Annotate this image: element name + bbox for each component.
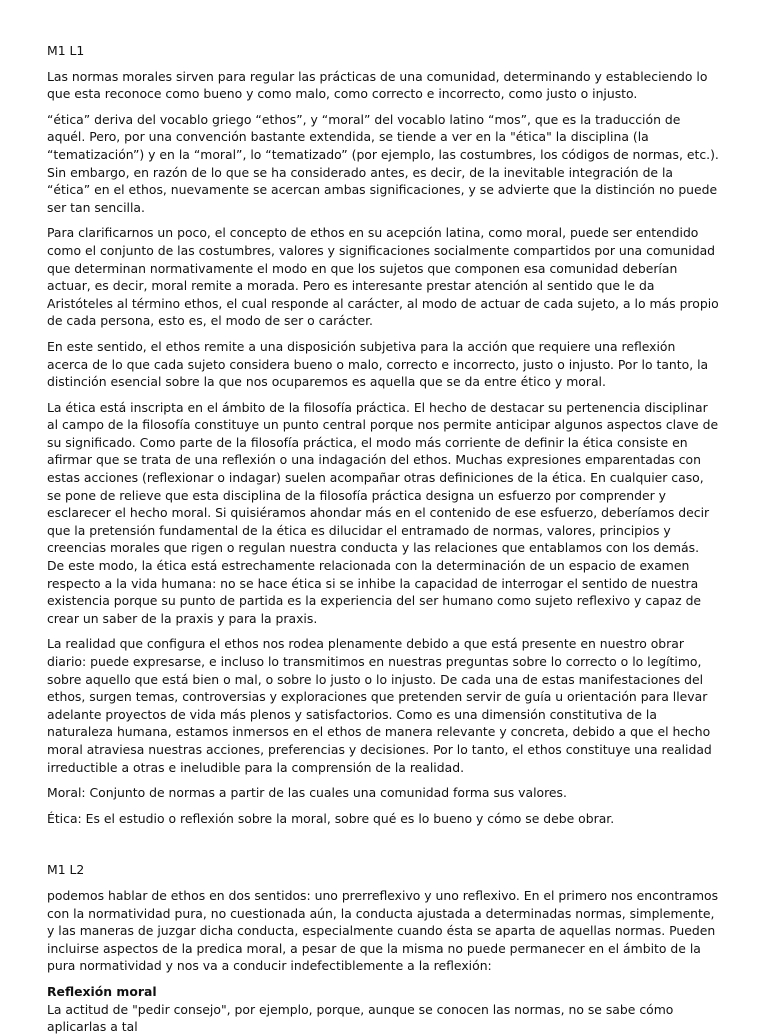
paragraph-5: La ética está inscripta en el ámbito de la filosofía práctica. El hecho de destacar su pertenencia disciplinar al campo de la filosofía constituye un punto central porque nos permite anticipar algunos aspectos clave de su significado. Como parte de la filosofía práctica, el modo más corriente de definir la ética consiste en afirmar que se trata de una reflexión o una indagación del ethos. Muchas expresiones emparentadas con estas acciones (reflexionar o indagar) suelen acompañar otras definiciones de la ética. En cualquier caso, se pone de relieve que esta disciplina de la filosofía práctica designa un esfuerzo por comprender y esclarecer el hecho moral. Si quisiéramos ahondar más en el contenido de ese esfuerzo, deberíamos decir que la pretensión fundamental de la ética es dilucidar el entramado de normas, valores, principios y creencias morales que rigen o regulan nuestra conducta y las relaciones que entablamos con los demás. De este modo, la ética está estrechamente relacionada con la determinación de un espacio de examen respecto a la vida humana: no se hace ética si se inhibe la capacidad de interrogar el sentido de nuestra existencia porque su punto de partida es la experiencia del ser humano como sujeto reflexivo y capaz de crear un saber de la praxis y para la praxis. — [47, 399, 719, 626]
reflexion-moral-block — [47, 983, 720, 1036]
section-heading-m1-l2: M1 L2 — [47, 862, 85, 878]
paragraph-3: Para clarificarnos un poco, el concepto de ethos en su acepción latina, como moral, puede ser entendido como el conjunto de las costumbres, valores y significaciones socialmente compartidos por una comunidad que determinan normativamente el modo en que los sujetos que componen esa comunidad deberían actuar, es decir, moral remite a morada. Pero es interesante prestar atención al sentido que le da Aristóteles al término ethos, el cual responde al carácter, al modo de actuar de cada sujeto, a lo más propio de cada persona, esto es, el modo de ser o carácter. — [47, 225, 719, 329]
section-heading-m1-l1: M1 L1 — [47, 43, 85, 58]
paragraph-2: “ética” deriva del vocablo griego “ethos”, y “moral” del vocablo latino “mos”, que es la traducción de aquél. Pero, por una convención bastante extendida, se tiende a ver en la "ética" la disciplina (la “tematización”) y en la “moral”, lo “tematizado” (por ejemplo, las costumbres, los códigos de normas, etc.). Sin embargo, en razón de lo que se ha considerado antes, es decir, de la inevitable integración de la “ética” en el ethos, nuevamente se acercan ambas significaciones, y se advierte que la distinción no puede ser tan sencilla. — [47, 111, 719, 215]
definition-etica: Ética: Es el estudio o reflexión sobre la moral, sobre qué es lo bueno y cómo se debe obrar. — [47, 810, 615, 826]
subheading-reflexion-moral: Reflexión moral — [47, 983, 157, 999]
paragraph-l2-2: La actitud de "pedir consejo", por ejemplo, porque, aunque se conocen las normas, no se sabe cómo aplicarlas a tal — [47, 1001, 674, 1035]
paragraph-6: La realidad que configura el ethos nos rodea plenamente debido a que está presente en nuestro obrar diario: puede expresarse, e incluso lo transmitimos en nuestras preguntas sobre lo correcto o lo legítimo, sobre aquello que está bien o mal, o sobre lo justo o lo injusto. De cada una de estas manifestaciones del ethos, surgen temas, controversias y exploraciones que pretenden servir de guía u orientación para llevar adelante proyectos de vida más plenos y satisfactorios. Como es una dimensión constitutiva de la naturaleza humana, estamos inmersos en el ethos de manera relevante y concreta, debido a que el hecho moral atraviesa nuestras acciones, preferencias y decisiones. Por lo tanto, el ethos constituye una realidad irreductible a otras e ineludible para la comprensión de la realidad. — [47, 636, 712, 775]
paragraph-l2-1: podemos hablar de ethos en dos sentidos: uno prerreflexivo y uno reflexivo. En el primero nos encontramos con la normatividad pura, no cuestionada aún, la conducta ajustada a determinadas normas, simplemente, y las maneras de juzgar dicha conducta, especialmente cuando ésta se aparta de aquellas normas. Pueden incluirse aspectos de la predica moral, a pesar de que la misma no puede permanecer en el ámbito de la pura normatividad y nos va a conducir indefectiblemente a la reflexión: — [47, 887, 719, 974]
paragraph-1: Las normas morales sirven para regular las prácticas de una comunidad, determinando y estableciendo lo que esta reconoce como bueno y como malo, como correcto e incorrecto, como justo o injusto. — [47, 68, 708, 102]
paragraph-4: En este sentido, el ethos remite a una disposición subjetiva para la acción que requiere una reflexión acerca de lo que cada sujeto considera bueno o malo, correcto e incorrecto, justo o injusto. Por lo tanto, la distinción esencial sobre la que nos ocuparemos es aquella que se da entre ético y moral. — [47, 338, 709, 390]
section-spacer — [47, 835, 720, 861]
definition-moral: Moral: Conjunto de normas a partir de las cuales una comunidad forma sus valores. — [47, 785, 567, 801]
